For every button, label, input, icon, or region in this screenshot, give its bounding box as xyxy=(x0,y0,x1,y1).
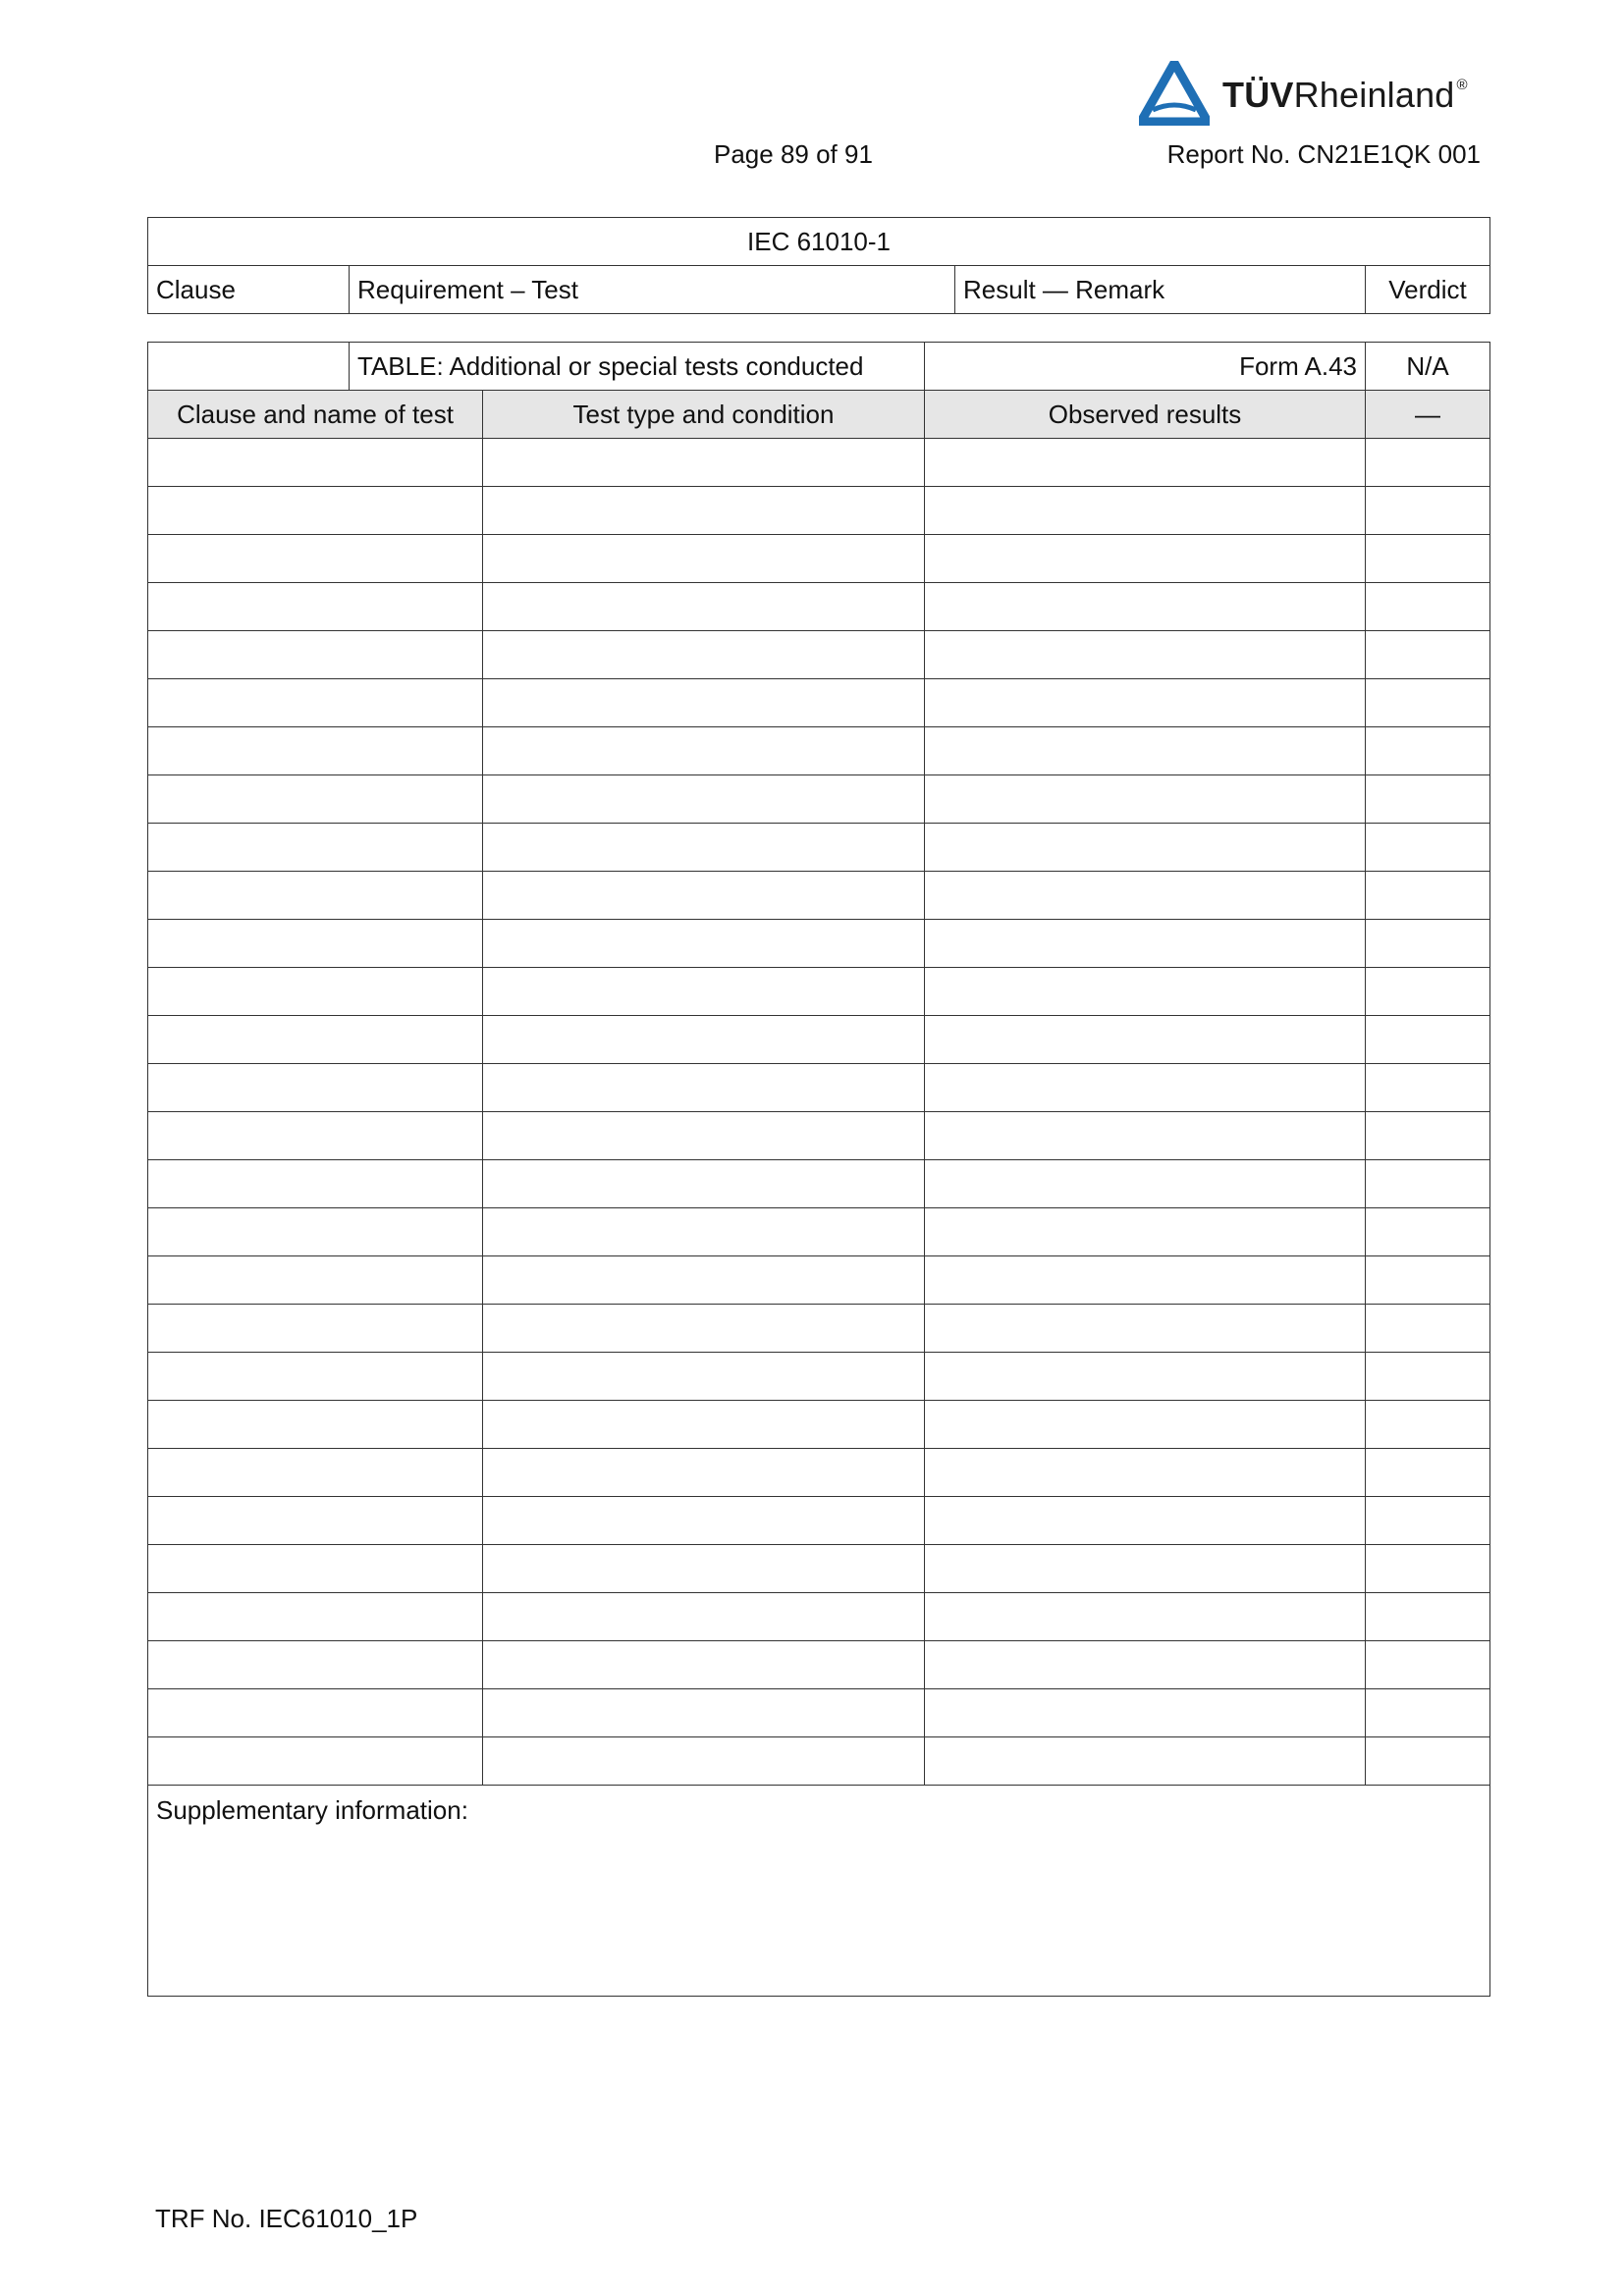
cell-test-type xyxy=(483,535,925,583)
cell-observed-results xyxy=(925,1256,1366,1305)
column-result-remark: Result — Remark xyxy=(955,266,1366,314)
table-row xyxy=(148,487,1490,535)
cell-observed-results xyxy=(925,775,1366,824)
cell-verdict xyxy=(1366,1208,1490,1256)
cell-observed-results xyxy=(925,1160,1366,1208)
cell-observed-results xyxy=(925,1545,1366,1593)
table-row xyxy=(148,1064,1490,1112)
cell-test-type xyxy=(483,679,925,727)
cell-clause-name xyxy=(148,824,483,872)
cell-verdict xyxy=(1366,1064,1490,1112)
cell-verdict xyxy=(1366,920,1490,968)
cell-test-type xyxy=(483,1112,925,1160)
cell-test-type xyxy=(483,1641,925,1689)
cell-verdict xyxy=(1366,631,1490,679)
cell-observed-results xyxy=(925,1641,1366,1689)
cell-verdict xyxy=(1366,1016,1490,1064)
cell-test-type xyxy=(483,1545,925,1593)
cell-verdict xyxy=(1366,775,1490,824)
table-row xyxy=(148,1112,1490,1160)
cell-observed-results xyxy=(925,1497,1366,1545)
cell-verdict xyxy=(1366,1641,1490,1689)
cell-verdict xyxy=(1366,1545,1490,1593)
logo-wordmark: TÜVRheinland ® xyxy=(1222,75,1468,115)
cell-clause-name xyxy=(148,1160,483,1208)
cell-clause-name xyxy=(148,1689,483,1737)
cell-clause-name xyxy=(148,968,483,1016)
column-verdict: Verdict xyxy=(1366,266,1490,314)
cell-clause-name xyxy=(148,727,483,775)
table-row xyxy=(148,535,1490,583)
cell-verdict xyxy=(1366,583,1490,631)
table-row xyxy=(148,824,1490,872)
table-row xyxy=(148,1016,1490,1064)
cell-verdict xyxy=(1366,1449,1490,1497)
page-number: Page 89 of 91 xyxy=(714,139,873,169)
cell-test-type xyxy=(483,1689,925,1737)
column-clause-name: Clause and name of test xyxy=(148,391,483,439)
cell-verdict xyxy=(1366,1112,1490,1160)
table-row xyxy=(148,1593,1490,1641)
cell-verdict xyxy=(1366,1497,1490,1545)
title-spacer-cell xyxy=(148,343,350,391)
form-number: Form A.43 xyxy=(925,343,1366,391)
cell-clause-name xyxy=(148,439,483,487)
cell-clause-name xyxy=(148,1353,483,1401)
cell-test-type xyxy=(483,631,925,679)
cell-verdict xyxy=(1366,872,1490,920)
cell-observed-results xyxy=(925,727,1366,775)
table-row xyxy=(148,1737,1490,1786)
cell-test-type xyxy=(483,583,925,631)
cell-clause-name xyxy=(148,1497,483,1545)
cell-clause-name xyxy=(148,1641,483,1689)
table-title: TABLE: Additional or special tests conducted xyxy=(350,343,925,391)
cell-observed-results xyxy=(925,679,1366,727)
cell-verdict xyxy=(1366,824,1490,872)
cell-clause-name xyxy=(148,775,483,824)
cell-test-type xyxy=(483,775,925,824)
cell-test-type xyxy=(483,968,925,1016)
column-requirement-test: Requirement – Test xyxy=(350,266,955,314)
column-verdict-dash: — xyxy=(1366,391,1490,439)
cell-test-type xyxy=(483,872,925,920)
table-row xyxy=(148,727,1490,775)
cell-clause-name xyxy=(148,1016,483,1064)
cell-observed-results xyxy=(925,1689,1366,1737)
cell-clause-name xyxy=(148,535,483,583)
cell-observed-results xyxy=(925,631,1366,679)
cell-clause-name xyxy=(148,1064,483,1112)
table-row xyxy=(148,872,1490,920)
table-row xyxy=(148,968,1490,1016)
cell-clause-name xyxy=(148,872,483,920)
table-verdict: N/A xyxy=(1366,343,1490,391)
table-row xyxy=(148,1497,1490,1545)
additional-tests-table xyxy=(147,342,1490,1997)
cell-test-type xyxy=(483,1064,925,1112)
table-row xyxy=(148,920,1490,968)
cell-observed-results xyxy=(925,1208,1366,1256)
cell-observed-results xyxy=(925,968,1366,1016)
cell-observed-results xyxy=(925,1064,1366,1112)
column-clause: Clause xyxy=(148,266,350,314)
table-row xyxy=(148,1305,1490,1353)
cell-clause-name xyxy=(148,1545,483,1593)
cell-verdict xyxy=(1366,1256,1490,1305)
cell-verdict xyxy=(1366,1593,1490,1641)
cell-observed-results xyxy=(925,1016,1366,1064)
tuv-triangle-icon xyxy=(1139,61,1210,126)
cell-clause-name xyxy=(148,679,483,727)
cell-verdict xyxy=(1366,487,1490,535)
cell-observed-results xyxy=(925,439,1366,487)
table-row xyxy=(148,1401,1490,1449)
cell-clause-name xyxy=(148,1256,483,1305)
trf-number: TRF No. IEC61010_1P xyxy=(155,2204,418,2233)
column-test-type: Test type and condition xyxy=(483,391,925,439)
cell-verdict xyxy=(1366,535,1490,583)
table-row xyxy=(148,1689,1490,1737)
cell-verdict xyxy=(1366,439,1490,487)
tuv-rheinland-logo xyxy=(1139,61,1483,130)
cell-observed-results xyxy=(925,824,1366,872)
cell-verdict xyxy=(1366,727,1490,775)
cell-test-type xyxy=(483,439,925,487)
cell-clause-name xyxy=(148,1112,483,1160)
cell-observed-results xyxy=(925,583,1366,631)
cell-clause-name xyxy=(148,487,483,535)
cell-clause-name xyxy=(148,1401,483,1449)
cell-test-type xyxy=(483,1353,925,1401)
table-row xyxy=(148,1353,1490,1401)
table-row xyxy=(148,631,1490,679)
cell-test-type xyxy=(483,824,925,872)
cell-clause-name xyxy=(148,1737,483,1786)
report-number: Report No. CN21E1QK 001 xyxy=(1166,139,1481,169)
standard-title: IEC 61010-1 xyxy=(148,218,1490,266)
cell-observed-results xyxy=(925,1353,1366,1401)
table-row xyxy=(148,679,1490,727)
table-row xyxy=(148,583,1490,631)
cell-observed-results xyxy=(925,535,1366,583)
cell-observed-results xyxy=(925,487,1366,535)
cell-observed-results xyxy=(925,1593,1366,1641)
cell-test-type xyxy=(483,1449,925,1497)
table-row xyxy=(148,1160,1490,1208)
cell-verdict xyxy=(1366,1305,1490,1353)
cell-observed-results xyxy=(925,1449,1366,1497)
table-row xyxy=(148,1545,1490,1593)
cell-test-type xyxy=(483,1016,925,1064)
cell-test-type xyxy=(483,1256,925,1305)
table-row xyxy=(148,439,1490,487)
cell-clause-name xyxy=(148,1305,483,1353)
cell-observed-results xyxy=(925,1305,1366,1353)
supplementary-row xyxy=(148,1786,1490,1997)
cell-clause-name xyxy=(148,920,483,968)
cell-clause-name xyxy=(148,1593,483,1641)
cell-verdict xyxy=(1366,1689,1490,1737)
cell-test-type xyxy=(483,1593,925,1641)
cell-test-type xyxy=(483,920,925,968)
cell-verdict xyxy=(1366,968,1490,1016)
column-observed-results: Observed results xyxy=(925,391,1366,439)
cell-clause-name xyxy=(148,631,483,679)
cell-observed-results xyxy=(925,1737,1366,1786)
cell-test-type xyxy=(483,727,925,775)
supplementary-information: Supplementary information: xyxy=(148,1786,1490,1997)
cell-verdict xyxy=(1366,1353,1490,1401)
cell-test-type xyxy=(483,1208,925,1256)
cell-observed-results xyxy=(925,872,1366,920)
cell-verdict xyxy=(1366,1401,1490,1449)
cell-verdict xyxy=(1366,679,1490,727)
cell-clause-name xyxy=(148,583,483,631)
cell-test-type xyxy=(483,1737,925,1786)
cell-test-type xyxy=(483,1497,925,1545)
table-row xyxy=(148,775,1490,824)
cell-observed-results xyxy=(925,1401,1366,1449)
table-row xyxy=(148,1256,1490,1305)
standard-header-table xyxy=(147,217,1490,314)
cell-clause-name xyxy=(148,1449,483,1497)
cell-observed-results xyxy=(925,920,1366,968)
cell-test-type xyxy=(483,1305,925,1353)
table-row xyxy=(148,1208,1490,1256)
cell-clause-name xyxy=(148,1208,483,1256)
cell-verdict xyxy=(1366,1737,1490,1786)
table-row xyxy=(148,1641,1490,1689)
cell-test-type xyxy=(483,1160,925,1208)
cell-verdict xyxy=(1366,1160,1490,1208)
cell-observed-results xyxy=(925,1112,1366,1160)
cell-test-type xyxy=(483,487,925,535)
table-row xyxy=(148,1449,1490,1497)
cell-test-type xyxy=(483,1401,925,1449)
